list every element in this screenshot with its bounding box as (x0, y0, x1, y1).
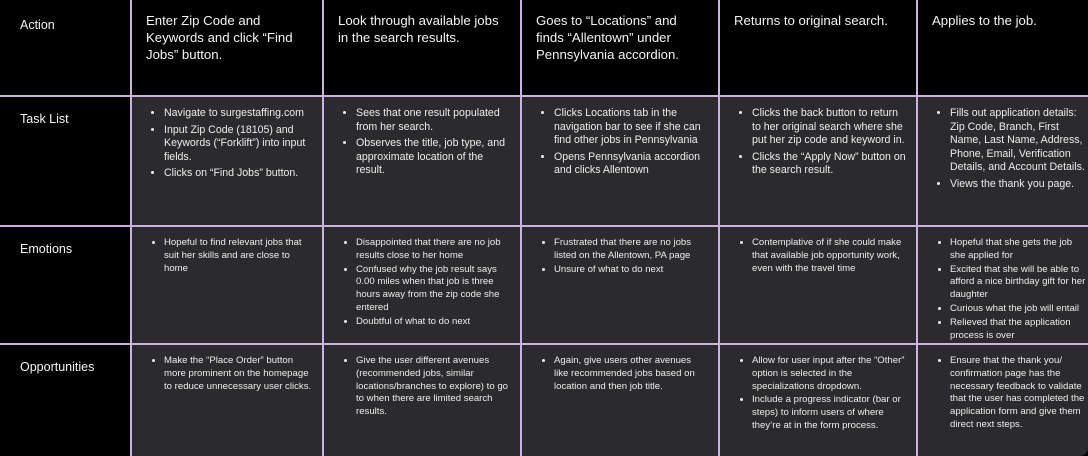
row-label-text: Emotions (20, 242, 73, 256)
list-item: • Clicks the “Apply Now” button on the search result. (752, 151, 906, 178)
column-divider (322, 0, 324, 456)
column-header-text: Returns to original search. (734, 13, 888, 28)
task-cell (522, 95, 718, 225)
emotion-cell (324, 225, 520, 343)
list-item: • Clicks the back button to return to her original search where she put her zip code and keyword in. (752, 107, 906, 148)
list-item: • Clicks on “Find Jobs” button. (164, 167, 312, 181)
row-label-text: Task List (20, 112, 69, 126)
list-item: • Input Zip Code (18105) and Keywords (“Forklift”) into input fields. (164, 124, 312, 165)
opportunity-cell (720, 343, 916, 456)
row-label-opportunities (0, 343, 130, 456)
list-item: • Ensure that the thank you/ confirmation page has the necessary feedback to validate that the user has completed the application form and give them direct next steps. (950, 355, 1088, 432)
column-header (324, 0, 520, 95)
list-item: • Hopeful to find relevant jobs that suit her skills and are close to home (164, 237, 312, 275)
column-divider (520, 0, 522, 456)
list-item: • Give the user different avenues (recommended jobs, similar locations/branches to explore) to go to when there are limited search results. (356, 355, 510, 419)
column-header-text: Enter Zip Code and Keywords and click “Find Jobs” button. (146, 13, 293, 62)
column-divider (130, 0, 132, 456)
list-item: • Make the “Place Order” button more prominent on the homepage to reduce unnecessary user clicks. (164, 355, 312, 393)
column-header (132, 0, 322, 95)
emotion-cell (132, 225, 322, 343)
column-header-text: Goes to “Locations” and finds “Allentown” under Pennsylvania accordion. (536, 13, 679, 62)
row-label-action (0, 0, 130, 95)
list-item: • Frustrated that there are no jobs listed on the Allentown, PA page (554, 237, 708, 263)
list-item: • Opens Pennsylvania accordion and clicks Allentown (554, 151, 708, 178)
list-item: • Views the thank you page. (950, 178, 1088, 192)
list-item: • Allow for user input after the “Other” option is selected in the specializations dropdown. (752, 355, 906, 393)
list-item: • Hopeful that she gets the job she applied for (950, 237, 1088, 263)
column-header-text: Applies to the job. (932, 13, 1037, 28)
row-label-text: Action (20, 18, 55, 32)
list-item: • Observes the title, job type, and approximate location of the result. (356, 137, 510, 178)
task-cell (720, 95, 916, 225)
list-item: • Clicks Locations tab in the navigation bar to see if she can find other jobs in Pennsylvania (554, 107, 708, 148)
opportunity-cell (132, 343, 322, 456)
opportunity-cell (522, 343, 718, 456)
list-item: • Excited that she will be able to afford a nice birthday gift for her daughter (950, 264, 1088, 302)
row-label-text: Opportunities (20, 360, 95, 374)
list-item: • Curious what the job will entail (950, 303, 1088, 316)
column-divider (916, 0, 918, 456)
task-cell (132, 95, 322, 225)
emotion-cell (720, 225, 916, 343)
column-divider (718, 0, 720, 456)
column-header-text: Look through available jobs in the search results. (338, 13, 499, 45)
list-item: • Confused why the job result says 0.00 miles when that job is three hours away from the zip code she entered (356, 264, 510, 315)
list-item: • Sees that one result populated from her search. (356, 107, 510, 134)
list-item: • Include a progress indicator (bar or steps) to inform users of where they’re at in the form process. (752, 394, 906, 432)
list-item: • Relieved that the application process is over (950, 317, 1088, 343)
row-label-emotions (0, 225, 130, 343)
list-item: • Again, give users other avenues like recommended jobs based on location and then job title. (554, 355, 708, 393)
list-item: • Navigate to surgestaffing.com (164, 107, 312, 121)
opportunity-cell (918, 343, 1088, 456)
list-item: • Unsure of what to do next (554, 264, 708, 277)
column-header (918, 0, 1088, 95)
emotion-cell (918, 225, 1088, 343)
task-cell (324, 95, 520, 225)
list-item: • Doubtful of what to do next (356, 316, 510, 329)
emotion-cell (522, 225, 718, 343)
row-label-task-list (0, 95, 130, 225)
opportunity-cell (324, 343, 520, 456)
column-header (522, 0, 718, 95)
column-header (720, 0, 916, 95)
task-cell (918, 95, 1088, 225)
list-item: • Fills out application details: Zip Code, Branch, First Name, Last Name, Address, Phone, Email, Verification Details, and Account Details. (950, 107, 1088, 175)
list-item: • Disappointed that there are no job results close to her home (356, 237, 510, 263)
list-item: • Contemplative of if she could make that available job opportunity work, even with the travel time (752, 237, 906, 275)
